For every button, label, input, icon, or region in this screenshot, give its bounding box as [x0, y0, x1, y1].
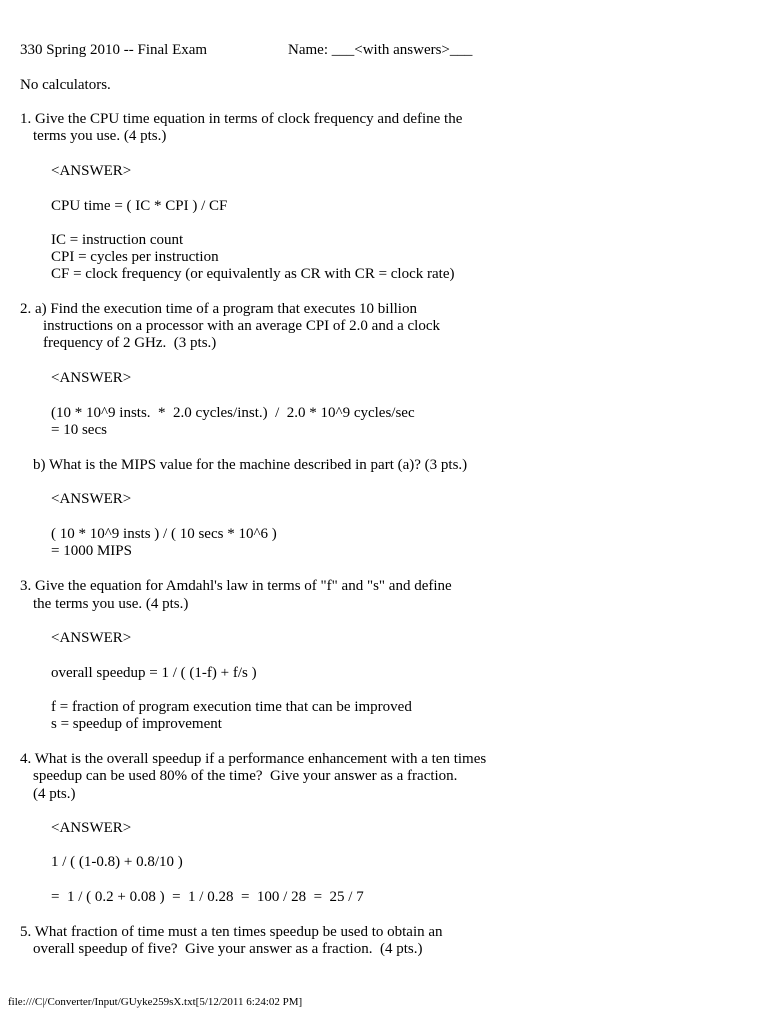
page-footer-path: file:///C|/Converter/Input/GUyke259sX.txt[5/12/2011 6:24:02 PM]	[8, 996, 303, 1008]
q2a-answer-tag: <ANSWER>	[51, 370, 132, 386]
q2a-text-line1: 2. a) Find the execution time of a program that executes 10 billion	[20, 301, 417, 317]
exam-title: 330 Spring 2010 -- Final Exam	[20, 42, 208, 58]
q2a-calculation: (10 * 10^9 insts. * 2.0 cycles/inst.) / 2.0 * 10^9 cycles/sec	[51, 405, 415, 421]
q3-definition-f: f = fraction of program execution time that can be improved	[51, 699, 412, 715]
q1-text-line2: terms you use. (4 pts.)	[33, 128, 167, 144]
q4-calculation: 1 / ( (1-0.8) + 0.8/10 )	[51, 854, 183, 870]
q2b-result: = 1000 MIPS	[51, 543, 132, 559]
q2b-calculation: ( 10 * 10^9 insts ) / ( 10 secs * 10^6 )	[51, 526, 277, 542]
q3-text-line2: the terms you use. (4 pts.)	[33, 596, 189, 612]
q3-equation: overall speedup = 1 / ( (1-f) + f/s )	[51, 665, 257, 681]
q1-equation: CPU time = ( IC * CPI ) / CF	[51, 198, 228, 214]
q1-definition-cpi: CPI = cycles per instruction	[51, 249, 219, 265]
name-field: Name: ___<with answers>___	[288, 42, 473, 58]
q3-text-line1: 3. Give the equation for Amdahl's law in terms of "f" and "s" and define	[20, 578, 452, 594]
q2b-text-line1: b) What is the MIPS value for the machine described in part (a)? (3 pts.)	[33, 457, 468, 473]
q5-text-line1: 5. What fraction of time must a ten times speedup be used to obtain an	[20, 924, 443, 940]
q4-result: = 1 / ( 0.2 + 0.08 ) = 1 / 0.28 = 100 / 28 = 25 / 7	[51, 889, 364, 905]
q2a-text-line2: instructions on a processor with an average CPI of 2.0 and a clock	[43, 318, 440, 334]
q4-text-line2: speedup can be used 80% of the time? Give your answer as a fraction.	[33, 768, 458, 784]
q5-text-line2: overall speedup of five? Give your answer as a fraction. (4 pts.)	[33, 941, 423, 957]
q1-definition-ic: IC = instruction count	[51, 232, 184, 248]
q3-definition-s: s = speedup of improvement	[51, 716, 222, 732]
q4-text-line3: (4 pts.)	[33, 786, 76, 802]
q2b-answer-tag: <ANSWER>	[51, 491, 132, 507]
q1-text-line1: 1. Give the CPU time equation in terms of clock frequency and define the	[20, 111, 463, 127]
q1-answer-tag: <ANSWER>	[51, 163, 132, 179]
q4-text-line1: 4. What is the overall speedup if a performance enhancement with a ten times	[20, 751, 487, 767]
q4-answer-tag: <ANSWER>	[51, 820, 132, 836]
q1-definition-cf: CF = clock frequency (or equivalently as CR with CR = clock rate)	[51, 266, 455, 282]
q3-answer-tag: <ANSWER>	[51, 630, 132, 646]
instructions: No calculators.	[20, 77, 111, 93]
q2a-text-line3: frequency of 2 GHz. (3 pts.)	[43, 335, 217, 351]
q2a-result: = 10 secs	[51, 422, 107, 438]
